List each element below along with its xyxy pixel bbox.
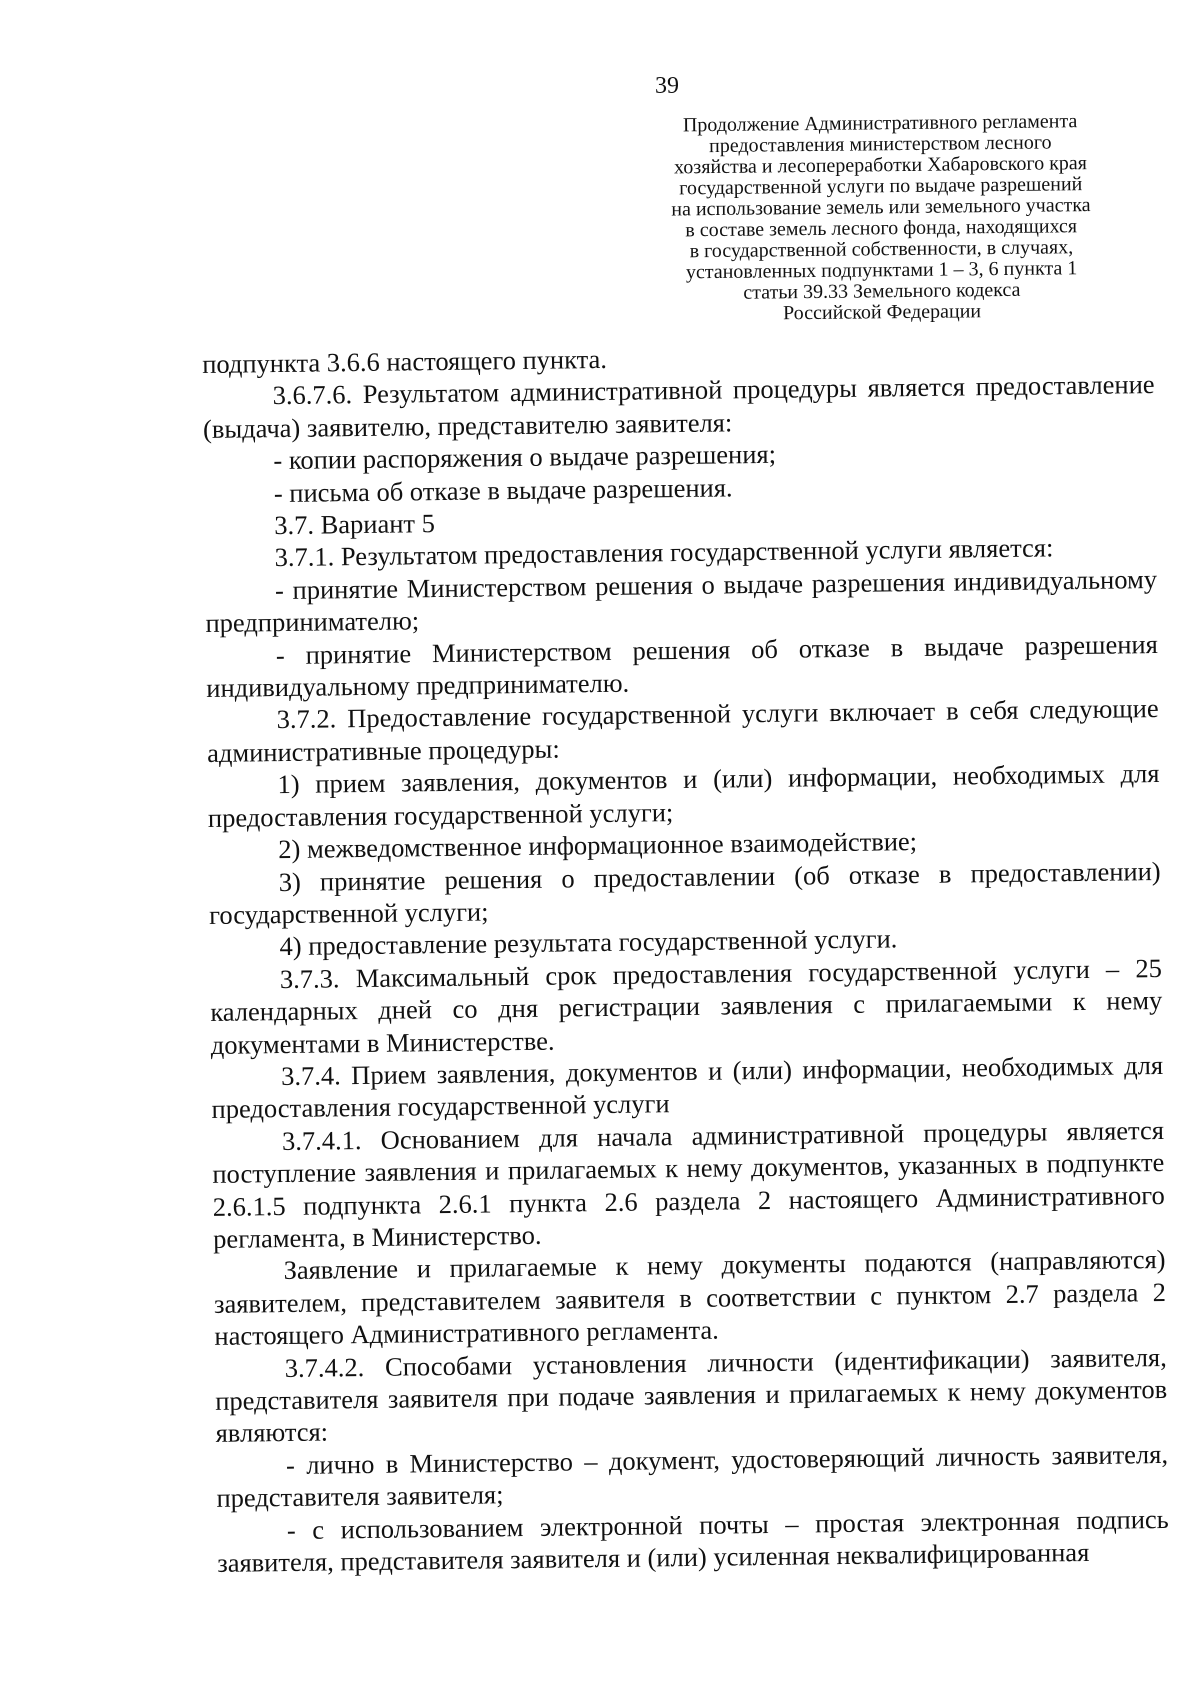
paragraph: 3.7.4.1. Основанием для начала административной процедуры является поступление заявления и прилагаемых к нему документов, указанных в подпункте 2.6.1.5 подпункта 2.6.1 пункта 2.6 раздела 2 настоящего Административного регламента, в Министерство. [212, 1114, 1165, 1254]
document-body [202, 336, 1169, 1579]
list-item: 1) прием заявления, документов и (или) информации, необходимых для предоставления государственной услуги; [207, 758, 1160, 833]
list-item: - письма об отказе в выдаче разрешения. [273, 471, 733, 508]
header-line: государственной услуги по выдаче разрешений [679, 173, 1083, 200]
list-item: - принятие Министерством решения о выдаче разрешения индивидуальному предпринимателю; [205, 563, 1158, 639]
header-line: предоставления министерством лесного [708, 131, 1052, 158]
list-item: - копии распоряжения о выдаче разрешения; [273, 439, 777, 476]
paragraph: 3.6.7.6. Результатом административной процедуры является предоставление (выдача) заявителю, представителю заявителя: [202, 369, 1155, 444]
header-line: в составе земель лесного фонда, находящихся [685, 215, 1078, 242]
paragraph: подпункта 3.6.6 настоящего пункта. [202, 343, 608, 379]
document-header [620, 111, 1142, 326]
header-line: в государственной собственности, в случаях, [689, 236, 1074, 263]
paragraph: 3.7.2. Предоставление государственной услуги включает в себя следующие административные процедуры: [206, 693, 1159, 768]
list-item: 2) межведомственное информационное взаимодействие; [278, 826, 918, 865]
page-number: 39 [655, 73, 679, 99]
list-item: - лично в Министерство – документ, удостоверяющий личность заявителя, представителя заявителя; [216, 1438, 1169, 1514]
header-line: установленных подпунктами 1 – 3, 6 пункта 1 [685, 257, 1078, 284]
header-line: Российской Федерации [782, 300, 982, 325]
header-line: на использование земель или земельного участка [671, 194, 1091, 221]
paragraph: 3.7.4.2. Способами установления личности (идентификации) заявителя, представителя заявителя при подаче заявления и прилагаемых к нему документов являются: [215, 1341, 1168, 1449]
section-heading: 3.7. Вариант 5 [274, 508, 436, 541]
list-item: - с использованием электронной почты – простая электронная подпись заявителя, представителя заявителя и (или) усиленная неквалифицированная [217, 1503, 1169, 1578]
list-item: 3) принятие решения о предоставлении (об отказе в предоставлении) государственной услуги; [208, 855, 1161, 930]
header-line: статьи 39.33 Земельного кодекса [743, 278, 1021, 304]
paragraph: 3.7.3. Максимальный срок предоставления государственной услуги – 25 календарных дней со дня регистрации заявления с прилагаемыми к нему документами в Министерстве. [210, 952, 1163, 1060]
list-item: - принятие Министерством решения об отказе в выдаче разрешения индивидуальному предпринимателю. [206, 628, 1158, 704]
paragraph: 3.7.4. Прием заявления, документов и (или) информации, необходимых для предоставления государственной услуги [211, 1049, 1164, 1125]
paragraph: Заявление и прилагаемые к нему документы подаются (направляются) заявителем, представителем заявителя в соответствии с пунктом 2.7 раздела 2 настоящего Административного регламента. [213, 1244, 1167, 1352]
list-item: 4) предоставление результата государственной услуги. [279, 923, 898, 962]
header-line: хозяйства и лесопереработки Хабаровского края [674, 152, 1088, 179]
paragraph: 3.7.1. Результатом предоставления государственной услуги является: [274, 532, 1054, 573]
header-line: Продолжение Административного регламента [682, 110, 1078, 137]
